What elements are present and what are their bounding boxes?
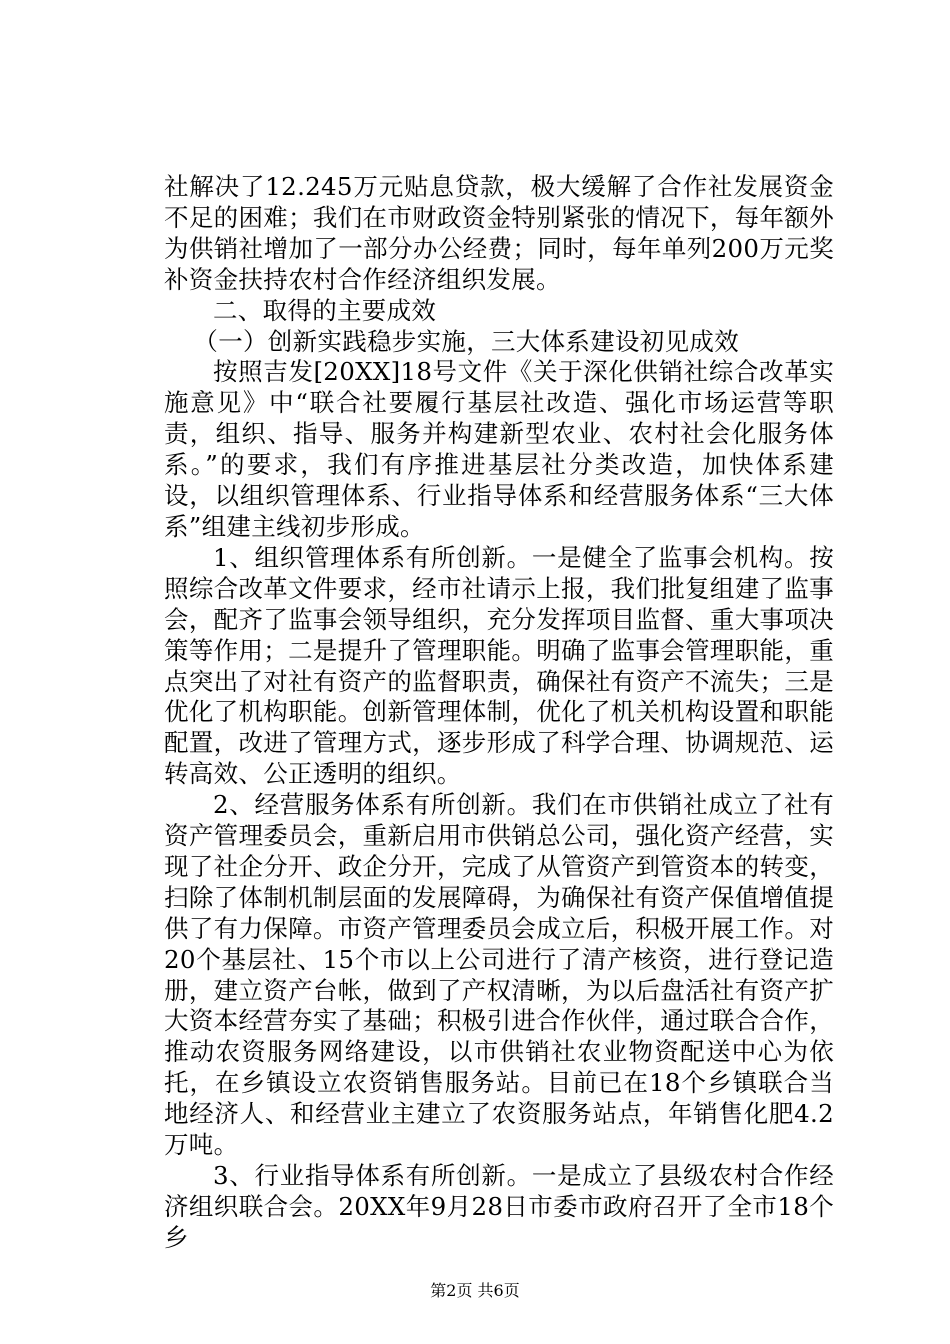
paragraph-continuation: 社解决了12.245万元贴息贷款，极大缓解了合作社发展资金不足的困难；我们在市财政资金特别紧张的情况下，每年额外为供销社增加了一部分办公经费；同时，每年单列200万元奖补资金扶持农村合作经济组织发展。 xyxy=(164,172,834,294)
paragraph-organization-management: 1、组织管理体系有所创新。一是健全了监事会机构。按照综合改革文件要求，经市社请示上报，我们批复组建了监事会，配齐了监事会领导组织，充分发挥项目监督、重大事项决策等作用；二是提升了管理职能。明确了监事会管理职能，重点突出了对社有资产的监督职责，确保社有资产不流失；三是优化了机构职能。创新管理体制，优化了机关机构设置和职能配置，改进了管理方式，逐步形成了科学合理、协调规范、运转高效、公正透明的组织。 xyxy=(164,542,834,789)
subsection-heading-innovation: （一）创新实践稳步实施，三大体系建设初见成效 xyxy=(193,326,739,356)
document-body xyxy=(164,172,834,1254)
section-heading-achievements: 二、取得的主要成效 xyxy=(213,295,437,325)
page-footer: 第2页 共6页 xyxy=(430,1281,520,1300)
paragraph-industry-guidance: 3、行业指导体系有所创新。一是成立了县级农村合作经济组织联合会。20XX年9月28日市委市政府召开了全市18个乡 xyxy=(164,1161,834,1252)
paragraph-reform-basis: 按照吉发[20XX]18号文件《关于深化供销社综合改革实施意见》中“联合社要履行基层社改造、强化市场运营等职责，组织、指导、服务并构建新型农业、农村社会化服务体系。”的要求，我们有序推进基层社分类改造，加快体系建设，以组织管理体系、行业指导体系和经营服务体系“三大体系”组建主线初步形成。 xyxy=(164,357,834,541)
paragraph-business-service: 2、经营服务体系有所创新。我们在市供销社成立了社有资产管理委员会，重新启用市供销总公司，强化资产经营，实现了社企分开、政企分开，完成了从管资产到管资本的转变，扫除了体制机制层面的发展障碍，为确保社有资产保值增值提供了有力保障。市资产管理委员会成立后，积极开展工作。对20个基层社、15个市以上公司进行了清产核资，进行登记造册，建立资产台帐，做到了产权清晰，为以后盘活社有资产扩大资本经营夯实了基础；积极引进合作伙伴，通过联合合作，推动农资服务网络建设，以市供销社农业物资配送中心为依托，在乡镇设立农资销售服务站。目前已在18个乡镇联合当地经济人、和经营业主建立了农资服务站点，年销售化肥4.2万吨。 xyxy=(164,790,834,1160)
